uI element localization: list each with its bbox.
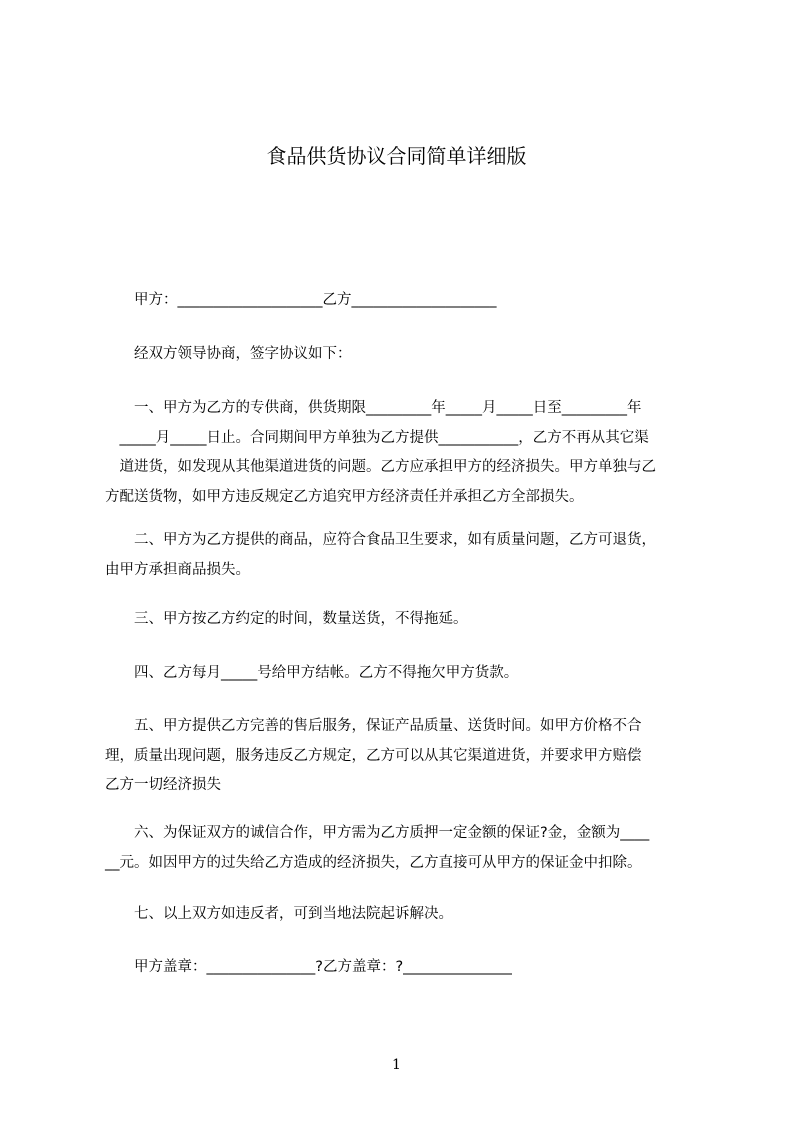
signature-line <box>105 953 700 983</box>
text-line: 理，质量出现问题，服务违反乙方规定，乙方可以从其它渠道进货，并要求甲方赔偿 <box>105 747 642 764</box>
text-line: 甲方盖章：_______________?乙方盖章：?_______________ <box>105 959 512 975</box>
text-line: 乙方一切经济损失 <box>105 777 221 793</box>
clause-3 <box>105 605 700 635</box>
party-names-line <box>105 286 700 316</box>
text-line: 方配送货物，如甲方违反规定乙方追究甲方经济责任并承担乙方全部损失。 <box>105 488 584 505</box>
clause-1 <box>105 394 700 512</box>
page-number: 1 <box>392 1057 401 1073</box>
document-title: 食品供货协议合同简单详细版 <box>266 144 527 168</box>
text-line: 甲方：____________________乙方____________________ <box>105 292 497 308</box>
text-line: 三、甲方按乙方约定的时间，数量送货，不得拖延。 <box>105 611 468 627</box>
text-line: 道进货，如发现从其他渠道进货的问题。乙方应承担甲方的经济损失。甲方单独与乙 <box>105 459 656 475</box>
text-line: 经双方领导协商，签字协议如下： <box>105 346 352 362</box>
clause-6 <box>105 819 700 878</box>
text-line: 二、甲方为乙方提供的商品，应符合食品卫生要求，如有质量问题，乙方可退货， <box>105 532 656 548</box>
clause-2 <box>105 526 700 585</box>
clause-7 <box>105 900 700 930</box>
agreement-intro <box>105 340 700 370</box>
text-line: _____月_____日止。合同期间甲方单独为乙方提供___________，乙方不再从其它渠 <box>105 429 649 446</box>
text-line: 由甲方承担商品损失。 <box>105 561 250 578</box>
clause-4 <box>105 659 700 689</box>
clause-5 <box>105 712 700 801</box>
text-line: 七、以上双方如违反者，可到当地法院起诉解决。 <box>105 906 453 922</box>
text-line: 四、乙方每月_____号给甲方结帐。乙方不得拖欠甲方货款。 <box>105 665 519 681</box>
text-line: 一、甲方为乙方的专供商，供货期限_________年_____月_____日至_________年 <box>105 400 642 416</box>
text-line: __元。如因甲方的过失给乙方造成的经济损失，乙方直接可从甲方的保证金中扣除。 <box>105 854 642 871</box>
text-line: 六、为保证双方的诚信合作，甲方需为乙方质押一定金额的保证?金，金额为____ <box>105 825 650 841</box>
text-line: 五、甲方提供乙方完善的售后服务，保证产品质量、送货时间。如甲方价格不合 <box>105 718 642 734</box>
